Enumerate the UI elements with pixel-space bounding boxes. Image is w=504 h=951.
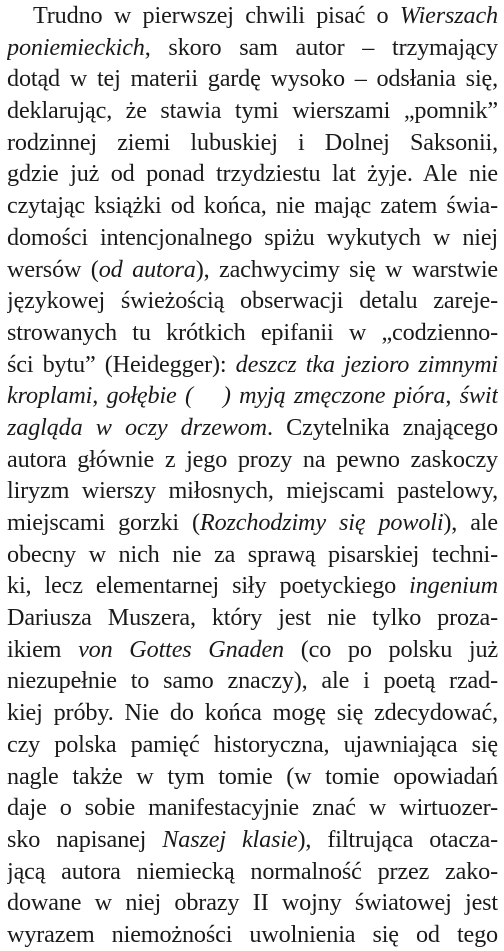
text-segment: wersów (	[7, 255, 99, 283]
text-line	[7, 380, 498, 412]
text-line	[7, 0, 498, 32]
body-paragraph	[7, 0, 498, 951]
text-segment: ), zachwycimy się w warstwie	[195, 255, 498, 283]
text-line	[7, 127, 498, 159]
text-segment: rodzinnej ziemi lubuskiej i Dolnej Saksonii,	[7, 128, 498, 156]
text-line	[7, 792, 498, 824]
text-segment: ), ale	[443, 509, 498, 536]
text-line	[7, 507, 498, 539]
italic-text: świt	[459, 382, 498, 410]
text-line	[7, 887, 498, 919]
text-line	[7, 697, 498, 729]
text-segment: ści bytu” (Heidegger):	[7, 350, 236, 378]
text-line	[7, 190, 498, 222]
italic-text: poniemieckich	[7, 33, 145, 61]
text-line	[7, 539, 498, 571]
text-segment: autora głównie z jego prozy na pewno zaskoczy	[7, 445, 498, 473]
text-segment: wyrazem niemożności uwolnienia się od tego	[7, 920, 498, 948]
text-segment: ), filtrująca otacza-	[297, 825, 498, 853]
text-line	[7, 570, 498, 602]
text-segment: , skoro sam autor – trzymający	[144, 33, 498, 61]
text-line	[7, 729, 498, 761]
text-line	[7, 254, 498, 286]
italic-text: von Gottes Gnaden	[78, 635, 284, 663]
italic-text: zagląda w oczy drzewom	[7, 413, 267, 441]
text-line	[7, 95, 498, 127]
text-segment: . Czytelnika znającego	[266, 413, 498, 441]
italic-text: deszcz tka jezioro zimnymi	[235, 350, 498, 378]
text-segment: dotąd w tej materii gardę wysoko – odsłania się,	[7, 65, 498, 93]
italic-text: Naszej klasie	[162, 825, 298, 853]
text-line	[7, 158, 498, 190]
text-segment: Dariusza Muszera, który jest nie tylko proza-	[7, 604, 498, 632]
text-segment: ki, lecz elementarnej siły poetyckiego	[7, 572, 410, 600]
text-line	[7, 665, 498, 697]
text-line	[7, 222, 498, 254]
text-line	[7, 349, 498, 381]
text-segment: dowane w niej obrazy II wojny światowej jest	[7, 889, 498, 917]
text-line	[7, 602, 498, 634]
text-segment: niezupełnie to samo znaczy), ale i poetą rzad-	[7, 667, 498, 695]
text-segment: kiej próby. Nie do końca mogę się zdecydować,	[7, 699, 498, 727]
text-line	[7, 412, 498, 444]
text-segment: obecny w nich nie za sprawą pisarskiej techni-	[7, 540, 498, 568]
text-segment: sko napisanej	[7, 825, 163, 853]
text-line	[7, 634, 498, 666]
italic-text: Rozchodzimy się powoli	[199, 509, 444, 536]
italic-text: kroplami, gołębie (	[7, 382, 193, 410]
text-segment: językowej świeżością obserwacji detalu zareje-	[7, 287, 498, 315]
text-segment: domości intencjonalnego spiżu wykutych w niej	[7, 223, 498, 251]
text-line	[7, 824, 498, 856]
text-line	[7, 317, 498, 349]
text-segment: czy polska pamięć historyczna, ujawniająca się	[7, 730, 498, 758]
text-line	[7, 63, 498, 95]
text-segment: gdzie już od ponad trzydziestu lat żyje. Ale nie	[7, 160, 498, 188]
text-segment: liryzm wierszy miłosnych, miejscami pastelowy,	[7, 477, 498, 505]
text-line	[7, 32, 498, 64]
text-line	[7, 919, 498, 951]
text-segment: nagle także w tym tomie (w tomie opowiadań	[7, 762, 498, 790]
text-segment: ikiem	[7, 635, 79, 663]
text-line	[7, 856, 498, 888]
text-segment: Trudno w pierwszej chwili pisać o	[33, 2, 400, 29]
italic-text: ) myją zmęczone pióra	[222, 382, 446, 410]
text-segment: (co po polsku już	[284, 635, 498, 663]
text-segment: deklarując, że stawia tymi wierszami „pomnik”	[7, 97, 498, 125]
text-line	[7, 444, 498, 476]
text-line	[7, 475, 498, 507]
text-segment: ,	[445, 382, 460, 410]
text-line	[7, 761, 498, 793]
text-line	[7, 285, 498, 317]
italic-text: od autora	[98, 255, 196, 283]
text-segment: daje o sobie manifestacyjnie znać w wirtuozer-	[7, 794, 498, 822]
text-segment: czytając książki od końca, nie mając zatem świa-	[7, 192, 498, 220]
text-segment: strowanych tu krótkich epifanii w „codzienno-	[7, 318, 498, 346]
text-segment: miejscami gorzki (	[7, 509, 200, 536]
italic-text: Wierszach	[399, 2, 498, 29]
italic-text: ingenium	[409, 572, 498, 600]
text-segment: jącą autora niemiecką normalność przez zako-	[7, 857, 498, 885]
